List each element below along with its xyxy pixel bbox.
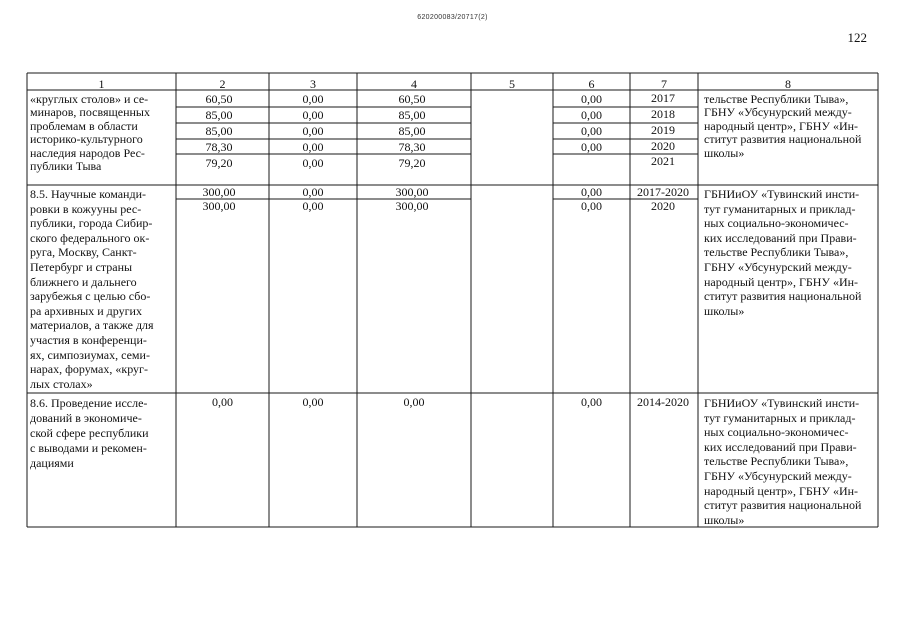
table-cell: 2014-2020 — [637, 395, 689, 409]
table-cell: 0,00 — [581, 185, 602, 199]
text-line: ближнего и дальнего — [30, 274, 137, 289]
header-col-7: 7 — [661, 77, 667, 91]
text-line: ститут развития национальной — [704, 289, 862, 304]
table-cell: 2017-2020 — [637, 185, 689, 199]
table-cell: 300,00 — [395, 199, 429, 213]
text-line: тельстве Республики Тыва», — [704, 245, 849, 260]
table-cell: 300,00 — [202, 199, 236, 213]
header-col-1: 1 — [98, 77, 105, 91]
table-cell: 0,00 — [403, 395, 425, 409]
text-line: народный центр», ГБНУ «Ин- — [704, 483, 859, 498]
text-line: ГБНУ «Убсунурский между- — [704, 105, 852, 120]
table-cell: 85,00 — [398, 108, 426, 122]
text-line: народный центр», ГБНУ «Ин- — [704, 118, 859, 133]
table-cell: 300,00 — [395, 185, 429, 199]
table-cell: 2018 — [651, 107, 675, 121]
document-registration-code: 620200083/20717(2) — [417, 14, 488, 21]
table-cell: 0,00 — [581, 199, 602, 213]
block2-executor-text — [704, 187, 861, 318]
table-cell: 2020 — [651, 199, 675, 213]
table-cell: 0,00 — [581, 140, 602, 154]
text-line: тельстве Республики Тыва», — [704, 454, 849, 469]
table-cell: 79,20 — [398, 156, 426, 170]
text-line: ких исследований при Прави- — [704, 230, 857, 245]
table-cell: 78,30 — [205, 140, 233, 154]
table-cell: 0,00 — [581, 395, 602, 409]
header-col-6: 6 — [588, 77, 595, 91]
text-line: ститут развития национальной — [704, 132, 862, 147]
text-line: ГБНУ «Убсунурский между- — [704, 468, 852, 483]
text-line: ных социально-экономичес- — [704, 425, 849, 440]
text-line: ГБНИиОУ «Тувинский инсти- — [704, 396, 860, 410]
text-line: 8.5. Научные команди- — [30, 187, 147, 201]
table-cell: 0,00 — [581, 124, 602, 138]
table-cell: 0,00 — [302, 156, 324, 170]
header-col-5: 5 — [509, 77, 515, 91]
text-line: ких исследований при Прави- — [704, 439, 857, 454]
text-line: Петербург и страны — [30, 259, 133, 274]
text-line: ГБНУ «Убсунурский между- — [704, 259, 852, 274]
header-col-4: 4 — [411, 77, 417, 91]
block2-activity-text — [30, 187, 154, 391]
block1-executor-text — [704, 93, 861, 160]
table-cell: 0,00 — [302, 395, 324, 409]
text-line: зарубежья с целью сбо- — [30, 289, 151, 304]
table-cell: 300,00 — [202, 185, 236, 199]
text-line: с выводами и рекомен- — [30, 441, 147, 455]
text-line: нарах, форумах, «круг- — [30, 362, 148, 377]
table-cell: 0,00 — [302, 124, 324, 138]
page-number: 122 — [847, 30, 867, 45]
table-cell: 0,00 — [212, 395, 233, 409]
text-line: ской сфере республики — [30, 426, 149, 440]
table-cell: 85,00 — [398, 124, 426, 138]
header-col-3: 3 — [310, 77, 316, 91]
text-line: ра архивных и других — [30, 303, 142, 318]
block3-activity-text — [30, 396, 149, 471]
text-line: публики, города Сибир- — [30, 216, 153, 231]
header-col-8: 8 — [785, 77, 791, 91]
table-cell: 2021 — [651, 154, 675, 168]
table-cell: 0,00 — [302, 140, 324, 154]
text-line: участия в конференци- — [30, 332, 147, 347]
table-cell: 60,50 — [398, 92, 426, 106]
text-line: ГБНИиОУ «Тувинский инсти- — [704, 187, 860, 201]
table-cell: 0,00 — [302, 92, 324, 106]
text-line: публики Тыва — [30, 159, 102, 174]
table-cell: 0,00 — [302, 185, 324, 199]
table-cell: 0,00 — [302, 108, 324, 122]
text-line: историко-культурного — [30, 132, 143, 147]
text-line: руга, Москву, Санкт- — [30, 245, 137, 260]
text-line: минаров, посвященных — [30, 105, 150, 120]
table-cell: 78,30 — [398, 140, 426, 154]
text-line: школы» — [704, 512, 745, 527]
table-cell: 85,00 — [205, 108, 233, 122]
text-line: лых столах» — [30, 376, 93, 391]
text-line: ститут развития национальной — [704, 498, 862, 513]
text-line: тут гуманитарных и приклад- — [704, 201, 856, 216]
table-cell: 2019 — [651, 123, 675, 137]
text-line: тельстве Республики Тыва», — [704, 92, 849, 106]
table-cell: 2017 — [651, 91, 675, 105]
text-line: наследия народов Рес- — [30, 145, 145, 160]
text-line: народный центр», ГБНУ «Ин- — [704, 274, 859, 289]
text-line: ского федерального ок- — [30, 230, 150, 245]
block1-activity-text — [30, 93, 150, 173]
text-line: школы» — [704, 145, 745, 160]
table-cell: 0,00 — [581, 108, 602, 122]
text-line: дациями — [30, 456, 74, 470]
table-cell: 0,00 — [302, 199, 324, 213]
table-cell: 79,20 — [205, 156, 233, 170]
text-line: тут гуманитарных и приклад- — [704, 410, 856, 425]
table-cell: 2020 — [651, 139, 675, 153]
table-cell: 60,50 — [205, 92, 233, 106]
text-line: ях, симпозиумах, семи- — [30, 347, 150, 362]
text-line: «круглых столов» и се- — [30, 92, 149, 106]
text-line: ровки в кожууны рес- — [30, 201, 142, 216]
block3-executor-text — [704, 396, 861, 527]
table-cell: 0,00 — [581, 92, 602, 106]
text-line: ных социально-экономичес- — [704, 216, 849, 231]
header-col-2: 2 — [219, 77, 226, 91]
text-line: 8.6. Проведение иссле- — [30, 396, 148, 410]
text-line: школы» — [704, 303, 745, 318]
text-line: проблемам в области — [30, 118, 138, 133]
text-line: материалов, а также для — [30, 318, 154, 333]
table-cell: 85,00 — [205, 124, 233, 138]
text-line: дований в экономиче- — [30, 411, 142, 425]
